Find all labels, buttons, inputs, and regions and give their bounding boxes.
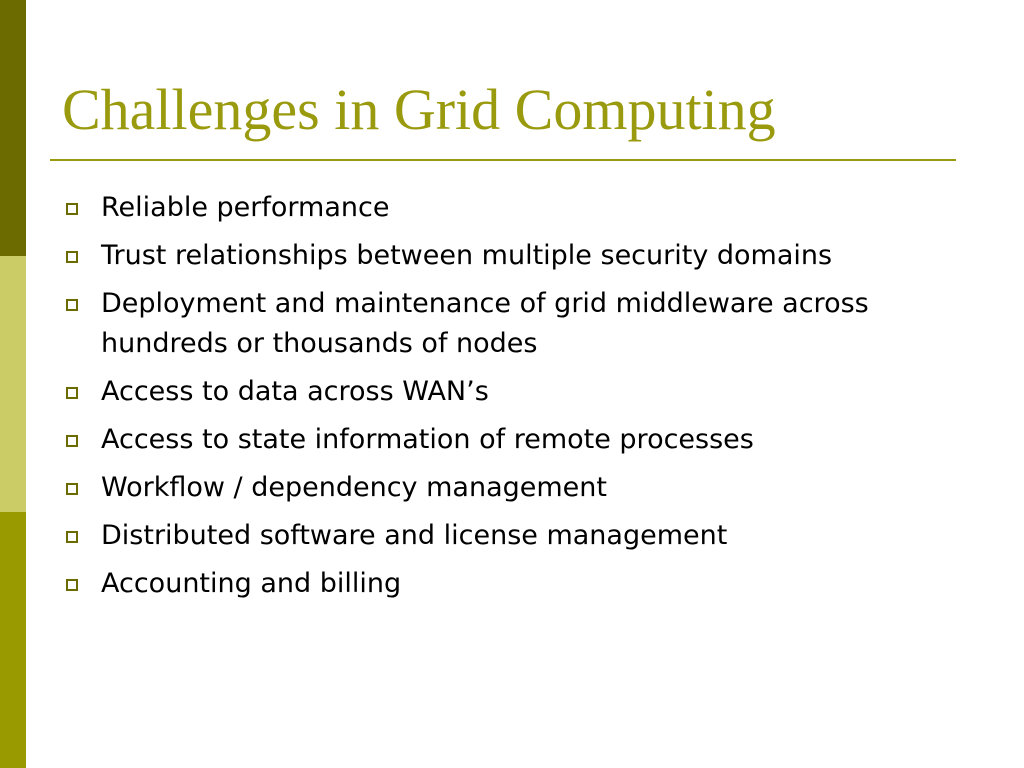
bullet-text: Access to data across WAN’s [101,376,489,407]
bullet-item [0,284,1000,364]
bullet-item [0,236,1000,276]
hollow-square-icon [66,387,78,399]
bullet-text: Workflow / dependency management [101,472,607,503]
bullet-text: Accounting and billing [101,568,402,599]
bullet-item [0,564,1000,604]
hollow-square-icon [66,203,78,215]
slide-title: Challenges in Grid Computing [62,77,776,142]
bullet-text: Trust relationships between multiple security domains [101,240,833,271]
hollow-square-icon [66,483,78,495]
hollow-square-icon [66,531,78,543]
title-underline [50,159,956,161]
hollow-square-icon [66,579,78,591]
bullet-item [0,372,1000,412]
bullet-item [0,468,1000,508]
bullet-text: Deployment and maintenance of grid middleware across hundreds or thousands of nodes [101,288,869,359]
bullet-text: Distributed software and license management [101,520,728,551]
hollow-square-icon [66,251,78,263]
bullet-item [0,516,1000,556]
bullet-list [0,188,1000,612]
bullet-text: Reliable performance [101,192,390,223]
bullet-item [0,188,1000,228]
hollow-square-icon [66,435,78,447]
bullet-text: Access to state information of remote processes [101,424,754,455]
hollow-square-icon [66,299,78,311]
bullet-item [0,420,1000,460]
